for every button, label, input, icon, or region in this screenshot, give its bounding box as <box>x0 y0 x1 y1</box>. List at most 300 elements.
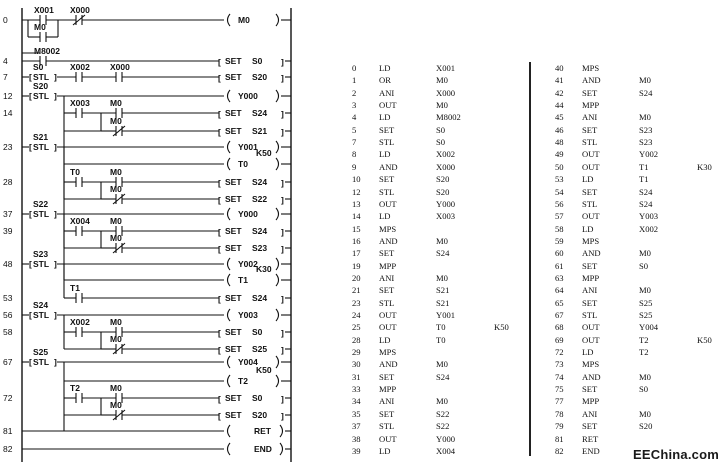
instruction-arg: X004 <box>436 445 456 456</box>
instruction-arg: M0 <box>639 248 651 259</box>
coil-left <box>228 258 231 270</box>
instruction-arg: S22 <box>436 421 450 432</box>
step-number: 72 <box>3 393 13 403</box>
instruction-arg: S25 <box>639 297 653 308</box>
instruction-op: SET <box>582 297 598 308</box>
set-operand: S0 <box>252 393 263 403</box>
contact-label: M0 <box>110 184 122 194</box>
stl-state-label: S0 <box>33 62 44 72</box>
instruction-step: 21 <box>352 285 361 296</box>
set-label: SET <box>225 327 242 337</box>
instruction-step: 45 <box>555 112 564 123</box>
instruction-arg: S0 <box>639 384 649 395</box>
instruction-op: LD <box>582 223 594 234</box>
set-bracket-right: ] <box>281 345 284 355</box>
coil-left <box>228 356 231 368</box>
ret-instruction: RET <box>254 426 271 436</box>
instruction-op: SET <box>379 124 395 135</box>
set-operand: S24 <box>252 226 268 236</box>
set-bracket-left: [ <box>218 195 221 205</box>
instruction-op: LD <box>379 63 391 73</box>
instruction-op: MPS <box>379 223 397 234</box>
instruction-step: 57 <box>555 211 564 222</box>
contact-label: X000 <box>70 5 90 15</box>
instruction-op: SET <box>582 260 598 271</box>
coil-right <box>280 443 283 455</box>
coil-right <box>276 141 279 153</box>
instruction-arg: M0 <box>436 75 448 86</box>
instruction-op: MPP <box>379 260 397 271</box>
coil-right <box>276 90 279 102</box>
contact-label: M0 <box>110 334 122 344</box>
instruction-step: 53 <box>555 174 564 185</box>
end-instruction: END <box>254 444 272 454</box>
instruction-arg: T0 <box>436 334 446 345</box>
stl-label: STL <box>33 259 50 269</box>
contact-label: X001 <box>34 5 54 15</box>
instruction-step: 40 <box>555 63 564 73</box>
set-operand: S23 <box>252 243 268 253</box>
instruction-op: LD <box>379 149 391 160</box>
instruction-step: 38 <box>352 433 361 444</box>
step-number: 56 <box>3 310 13 320</box>
instruction-arg: S22 <box>436 408 450 419</box>
instruction-op: AND <box>582 371 601 382</box>
coil-operand: T0 <box>238 159 248 169</box>
instruction-arg: S20 <box>436 174 450 185</box>
instruction-op: MPP <box>582 396 600 407</box>
instruction-arg: Y003 <box>639 211 659 222</box>
instruction-step: 74 <box>555 371 564 382</box>
instruction-op: OUT <box>582 149 600 160</box>
step-number: 28 <box>3 177 13 187</box>
instruction-op: MPS <box>582 63 600 73</box>
contact-label: M0 <box>110 317 122 327</box>
contact-label: M0 <box>34 22 46 32</box>
contact-label: T2 <box>70 383 80 393</box>
instruction-op: AND <box>379 161 398 172</box>
set-bracket-right: ] <box>281 127 284 137</box>
instruction-step: 7 <box>352 137 357 148</box>
stl-state-label: S22 <box>33 199 49 209</box>
stl-state-label: S24 <box>33 300 49 310</box>
timer-preset: K30 <box>256 264 272 274</box>
instruction-step: 50 <box>555 161 564 172</box>
set-label: SET <box>225 293 242 303</box>
instruction-op: MPS <box>582 359 600 370</box>
step-number: 58 <box>3 327 13 337</box>
stl-bracket-left: [ <box>29 357 32 367</box>
instruction-arg: X000 <box>436 87 456 98</box>
coil-operand: Y000 <box>238 209 258 219</box>
set-bracket-right: ] <box>281 244 284 254</box>
instruction-arg: S20 <box>436 186 450 197</box>
instruction-op: OUT <box>582 334 600 345</box>
set-bracket-right: ] <box>281 227 284 237</box>
instruction-op: ANI <box>379 272 395 283</box>
instruction-op: AND <box>379 235 398 246</box>
instruction-step: 37 <box>352 421 361 432</box>
contact-label: X000 <box>110 62 130 72</box>
set-bracket-left: [ <box>218 345 221 355</box>
instruction-step: 35 <box>352 408 361 419</box>
stl-bracket-right: ] <box>54 209 57 219</box>
instruction-step: 12 <box>352 186 361 197</box>
instruction-op: SET <box>582 384 598 395</box>
instruction-step: 28 <box>352 334 361 345</box>
set-bracket-left: [ <box>218 109 221 119</box>
coil-right <box>276 208 279 220</box>
contact-label: M0 <box>110 116 122 126</box>
instruction-step: 23 <box>352 297 361 308</box>
coil-left <box>228 309 231 321</box>
set-label: SET <box>225 194 242 204</box>
stl-label: STL <box>33 91 50 101</box>
instruction-op: STL <box>582 310 598 320</box>
instruction-arg: T1 <box>639 174 649 185</box>
coil-left <box>228 208 231 220</box>
stl-state-label: S23 <box>33 249 49 259</box>
ladder-diagram <box>0 0 320 470</box>
instruction-step: 25 <box>352 322 361 333</box>
set-bracket-right: ] <box>281 73 284 83</box>
instruction-step: 1 <box>352 75 357 86</box>
instruction-step: 78 <box>555 408 564 419</box>
set-bracket-right: ] <box>281 57 284 67</box>
coil-right <box>276 258 279 270</box>
instruction-step: 49 <box>555 149 564 160</box>
step-number: 14 <box>3 108 13 118</box>
instruction-op: SET <box>379 408 395 419</box>
instruction-step: 15 <box>352 223 361 234</box>
stl-bracket-left: [ <box>29 142 32 152</box>
set-operand: S24 <box>252 293 268 303</box>
instruction-op: ANI <box>582 112 598 123</box>
coil-right <box>276 14 279 26</box>
instruction-arg: Y000 <box>436 198 456 209</box>
instruction-step: 2 <box>352 87 357 98</box>
instruction-op: OUT <box>379 198 397 209</box>
step-number: 4 <box>3 56 8 66</box>
stl-bracket-left: [ <box>29 259 32 269</box>
instruction-op: SET <box>582 421 598 432</box>
stl-bracket-left: [ <box>29 310 32 320</box>
instruction-step: 17 <box>352 248 361 259</box>
stl-bracket-left: [ <box>29 91 32 101</box>
instruction-step: 79 <box>555 421 564 432</box>
set-label: SET <box>225 243 242 253</box>
contact-label: M0 <box>110 216 122 226</box>
instruction-arg: M0 <box>639 112 651 123</box>
set-bracket-right: ] <box>281 328 284 338</box>
instruction-op: AND <box>379 359 398 370</box>
set-operand: S20 <box>252 410 268 420</box>
instruction-arg: Y002 <box>639 149 659 160</box>
set-label: SET <box>225 410 242 420</box>
instruction-step: 69 <box>555 334 564 345</box>
coil-left <box>228 375 231 387</box>
instruction-step: 54 <box>555 186 564 197</box>
instruction-arg: M0 <box>639 75 651 86</box>
contact-label: X003 <box>70 98 90 108</box>
instruction-arg: S21 <box>436 297 450 308</box>
stl-bracket-right: ] <box>54 72 57 82</box>
stl-bracket-right: ] <box>54 142 57 152</box>
stl-state-label: S25 <box>33 347 49 357</box>
set-label: SET <box>225 226 242 236</box>
set-bracket-right: ] <box>281 195 284 205</box>
instruction-arg: S0 <box>436 124 446 135</box>
contact-label: M0 <box>110 233 122 243</box>
instruction-step: 20 <box>352 272 361 283</box>
instruction-arg: S0 <box>436 137 446 148</box>
instruction-step: 3 <box>352 100 357 111</box>
instruction-param: K30 <box>697 161 712 172</box>
instruction-op: OUT <box>582 322 600 333</box>
instruction-arg: M0 <box>639 408 651 419</box>
instruction-op: MPP <box>379 384 397 395</box>
set-label: SET <box>225 393 242 403</box>
instruction-arg: M0 <box>639 285 651 296</box>
timer-preset: K50 <box>256 148 272 158</box>
set-bracket-left: [ <box>218 57 221 67</box>
instruction-step: 61 <box>555 260 564 271</box>
coil-left <box>228 425 231 437</box>
contact-label: M0 <box>110 383 122 393</box>
instruction-list-left <box>352 62 527 460</box>
set-operand: S25 <box>252 344 268 354</box>
instruction-op: SET <box>582 87 598 98</box>
instruction-arg: X002 <box>639 223 659 234</box>
step-number: 81 <box>3 426 13 436</box>
watermark: EEChina.com <box>633 447 719 462</box>
set-operand: S24 <box>252 177 268 187</box>
instruction-step: 10 <box>352 174 361 185</box>
instruction-op: OUT <box>582 161 600 172</box>
instruction-op: MPS <box>379 347 397 358</box>
instruction-op: STL <box>379 421 395 432</box>
instruction-step: 77 <box>555 396 564 407</box>
instruction-arg: S23 <box>639 137 653 148</box>
timer-preset: K50 <box>256 365 272 375</box>
instruction-op: LD <box>379 334 391 345</box>
stl-bracket-right: ] <box>54 310 57 320</box>
contact-label: T0 <box>70 167 80 177</box>
instruction-op: LD <box>379 445 391 456</box>
instruction-step: 19 <box>352 260 361 271</box>
instruction-step: 60 <box>555 248 564 259</box>
instruction-arg: Y001 <box>436 310 456 320</box>
instruction-op: AND <box>582 75 601 86</box>
instruction-arg: M0 <box>639 371 651 382</box>
set-bracket-left: [ <box>218 328 221 338</box>
instruction-arg: M0 <box>436 359 448 370</box>
instruction-op: MPP <box>582 100 600 111</box>
instruction-list-divider <box>529 62 531 456</box>
stl-label: STL <box>33 310 50 320</box>
instruction-arg: M0 <box>436 396 448 407</box>
set-operand: S20 <box>252 72 268 82</box>
step-number: 53 <box>3 293 13 303</box>
step-number: 67 <box>3 357 13 367</box>
set-label: SET <box>225 126 242 136</box>
instruction-op: STL <box>582 198 598 209</box>
coil-left <box>228 14 231 26</box>
instruction-op: LD <box>582 174 594 185</box>
instruction-step: 34 <box>352 396 361 407</box>
instruction-op: STL <box>379 137 395 148</box>
instruction-step: 48 <box>555 137 564 148</box>
instruction-arg: M0 <box>436 100 448 111</box>
instruction-op: SET <box>582 186 598 197</box>
instruction-op: ANI <box>379 396 395 407</box>
instruction-step: 4 <box>352 112 357 123</box>
stl-bracket-left: [ <box>29 72 32 82</box>
instruction-arg: S0 <box>639 260 649 271</box>
stl-bracket-right: ] <box>54 259 57 269</box>
step-number: 39 <box>3 226 13 236</box>
instruction-step: 64 <box>555 285 564 296</box>
stl-label: STL <box>33 72 50 82</box>
instruction-op: OUT <box>379 310 397 320</box>
step-number: 82 <box>3 444 13 454</box>
instruction-arg: S24 <box>436 248 450 259</box>
stl-state-label: S20 <box>33 81 49 91</box>
set-operand: S22 <box>252 194 268 204</box>
instruction-param: K50 <box>697 334 712 345</box>
instruction-step: 73 <box>555 359 564 370</box>
instruction-op: OUT <box>379 100 397 111</box>
instruction-step: 63 <box>555 272 564 283</box>
set-label: SET <box>225 344 242 354</box>
instruction-arg: X003 <box>436 211 456 222</box>
contact-label: M0 <box>110 400 122 410</box>
step-number: 37 <box>3 209 13 219</box>
instruction-step: 14 <box>352 211 361 222</box>
coil-left <box>228 158 231 170</box>
coil-left <box>228 274 231 286</box>
coil-right <box>276 309 279 321</box>
step-number: 7 <box>3 72 8 82</box>
instruction-op: MPP <box>582 272 600 283</box>
instruction-arg: S24 <box>436 371 450 382</box>
instruction-step: 75 <box>555 384 564 395</box>
set-bracket-left: [ <box>218 294 221 304</box>
instruction-arg: T2 <box>639 347 649 358</box>
instruction-step: 56 <box>555 198 564 209</box>
coil-right <box>276 274 279 286</box>
instruction-arg: S20 <box>639 421 653 432</box>
instruction-step: 82 <box>555 445 564 456</box>
stl-label: STL <box>33 357 50 367</box>
step-number: 48 <box>3 259 13 269</box>
set-operand: S24 <box>252 108 268 118</box>
contact-label: M8002 <box>34 46 60 56</box>
set-label: SET <box>225 177 242 187</box>
coil-right <box>280 425 283 437</box>
set-bracket-right: ] <box>281 109 284 119</box>
instruction-arg: S25 <box>639 310 653 320</box>
coil-right <box>276 158 279 170</box>
instruction-step: 67 <box>555 310 564 320</box>
instruction-step: 58 <box>555 223 564 234</box>
coil-right <box>276 356 279 368</box>
coil-operand: Y001 <box>238 142 258 152</box>
set-label: SET <box>225 108 242 118</box>
instruction-param: K50 <box>494 322 509 333</box>
step-number: 23 <box>3 142 13 152</box>
instruction-arg: M0 <box>436 272 448 283</box>
set-bracket-right: ] <box>281 294 284 304</box>
coil-operand: Y003 <box>238 310 258 320</box>
set-operand: S21 <box>252 126 268 136</box>
instruction-step: 5 <box>352 124 357 135</box>
instruction-step: 0 <box>352 63 357 73</box>
set-bracket-left: [ <box>218 394 221 404</box>
instruction-arg: T0 <box>436 322 446 333</box>
instruction-arg: M8002 <box>436 112 461 123</box>
instruction-op: ANI <box>582 408 598 419</box>
coil-operand: M0 <box>238 15 250 25</box>
instruction-arg: S24 <box>639 87 653 98</box>
contact-label: T1 <box>70 283 80 293</box>
coil-left <box>228 141 231 153</box>
instruction-step: 42 <box>555 87 564 98</box>
instruction-op: STL <box>379 186 395 197</box>
coil-operand: T1 <box>238 275 248 285</box>
instruction-step: 30 <box>352 359 361 370</box>
instruction-step: 13 <box>352 198 361 209</box>
coil-operand: T2 <box>238 376 248 386</box>
instruction-step: 39 <box>352 445 361 456</box>
instruction-step: 24 <box>352 310 361 320</box>
set-bracket-left: [ <box>218 411 221 421</box>
instruction-arg: Y004 <box>639 322 659 333</box>
instruction-op: OR <box>379 75 391 86</box>
stl-bracket-right: ] <box>54 357 57 367</box>
instruction-step: 65 <box>555 297 564 308</box>
coil-left <box>228 443 231 455</box>
set-label: SET <box>225 56 242 66</box>
set-bracket-left: [ <box>218 178 221 188</box>
instruction-op: OUT <box>582 211 600 222</box>
instruction-list-right <box>555 62 720 460</box>
coil-left <box>228 90 231 102</box>
instruction-step: 81 <box>555 433 564 444</box>
set-operand: S0 <box>252 327 263 337</box>
coil-operand: Y000 <box>238 91 258 101</box>
step-number: 12 <box>3 91 13 101</box>
instruction-op: STL <box>582 137 598 148</box>
instruction-op: ANI <box>379 87 395 98</box>
instruction-arg: S24 <box>639 186 653 197</box>
instruction-op: STL <box>379 297 395 308</box>
instruction-op: SET <box>582 124 598 135</box>
instruction-arg: X002 <box>436 149 456 160</box>
instruction-step: 9 <box>352 161 357 172</box>
instruction-op: ANI <box>582 285 598 296</box>
set-bracket-left: [ <box>218 244 221 254</box>
instruction-op: SET <box>379 371 395 382</box>
instruction-arg: X001 <box>436 63 456 73</box>
instruction-op: OUT <box>379 433 397 444</box>
instruction-op: OUT <box>379 322 397 333</box>
stl-bracket-right: ] <box>54 91 57 101</box>
stl-state-label: S21 <box>33 132 49 142</box>
contact-label: M0 <box>110 98 122 108</box>
stl-label: STL <box>33 209 50 219</box>
instruction-step: 16 <box>352 235 361 246</box>
